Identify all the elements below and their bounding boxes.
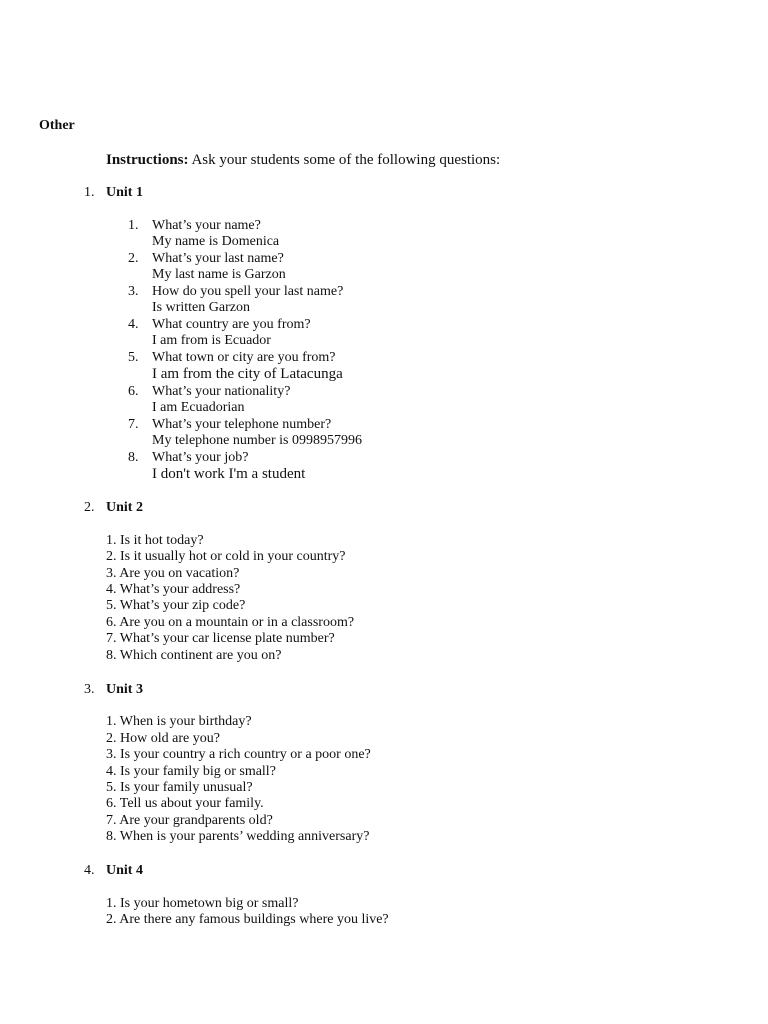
question-item: 4. Is your family big or small?	[106, 764, 276, 779]
question-text: What country are you from?	[152, 317, 311, 332]
question-item: 2. Is it usually hot or cold in your country?	[106, 549, 346, 564]
question-item	[0, 284, 768, 317]
question-text: What’s your telephone number?	[152, 417, 332, 432]
question-item: 7. What’s your car license plate number?	[106, 631, 335, 646]
question-number: 1.	[128, 218, 139, 233]
question-item: 7. Are your grandparents old?	[106, 813, 273, 828]
question-item	[0, 384, 768, 417]
question-text: What’s your nationality?	[152, 384, 291, 399]
question-number: 8.	[128, 450, 139, 465]
question-item	[0, 218, 768, 251]
question-item: 6. Tell us about your family.	[106, 796, 264, 811]
section-heading: Other	[39, 118, 75, 133]
question-item: 3. Is your country a rich country or a poor one?	[106, 747, 371, 762]
answer-text: My name is Domenica	[152, 234, 280, 249]
question-text: What town or city are you from?	[152, 350, 336, 365]
unit-title: Unit 2	[106, 500, 143, 515]
question-item: 4. What’s your address?	[106, 582, 241, 597]
answer-text: My telephone number is 0998957996	[152, 433, 362, 448]
answer-text: My last name is Garzon	[152, 267, 286, 282]
question-item	[0, 450, 768, 483]
question-number: 5.	[128, 350, 139, 365]
unit-number: 1.	[84, 185, 95, 200]
question-number: 4.	[128, 317, 139, 332]
answer-text: Is written Garzon	[152, 300, 250, 315]
question-number: 7.	[128, 417, 139, 432]
unit-title: Unit 1	[106, 185, 143, 200]
question-item	[0, 317, 768, 350]
instructions-label: Instructions:	[106, 152, 189, 168]
question-item: 5. What’s your zip code?	[106, 598, 246, 613]
unit-title: Unit 3	[106, 682, 143, 697]
question-item: 3. Are you on vacation?	[106, 566, 240, 581]
instructions-text: Ask your students some of the following questions:	[188, 152, 501, 168]
question-number: 6.	[128, 384, 139, 399]
question-number: 2.	[128, 251, 139, 266]
question-item: 1. Is it hot today?	[106, 533, 204, 548]
question-item: 5. Is your family unusual?	[106, 780, 253, 795]
question-text: What’s your job?	[152, 450, 249, 465]
question-item: 2. How old are you?	[106, 731, 220, 746]
instructions-line	[106, 152, 500, 169]
question-text: What’s your last name?	[152, 251, 284, 266]
question-item	[0, 251, 768, 284]
question-item: 1. When is your birthday?	[106, 714, 252, 729]
question-item: 1. Is your hometown big or small?	[106, 896, 299, 911]
answer-text: I am from is Ecuador	[152, 333, 271, 348]
unit-number: 4.	[84, 863, 95, 878]
unit-number: 2.	[84, 500, 95, 515]
question-number: 3.	[128, 284, 139, 299]
unit-number: 3.	[84, 682, 95, 697]
answer-text: I am Ecuadorian	[152, 400, 245, 415]
question-item: 6. Are you on a mountain or in a classroom?	[106, 615, 355, 630]
answer-text: I am from the city of Latacunga	[152, 366, 343, 382]
question-text: What’s your name?	[152, 218, 261, 233]
question-item: 8. When is your parents’ wedding anniversary?	[106, 829, 370, 844]
question-item	[0, 350, 768, 383]
question-item	[0, 417, 768, 450]
unit-title: Unit 4	[106, 863, 143, 878]
question-item: 8. Which continent are you on?	[106, 648, 282, 663]
question-item: 2. Are there any famous buildings where you live?	[106, 912, 389, 927]
question-text: How do you spell your last name?	[152, 284, 344, 299]
answer-text: I don't work I'm a student	[152, 466, 306, 482]
